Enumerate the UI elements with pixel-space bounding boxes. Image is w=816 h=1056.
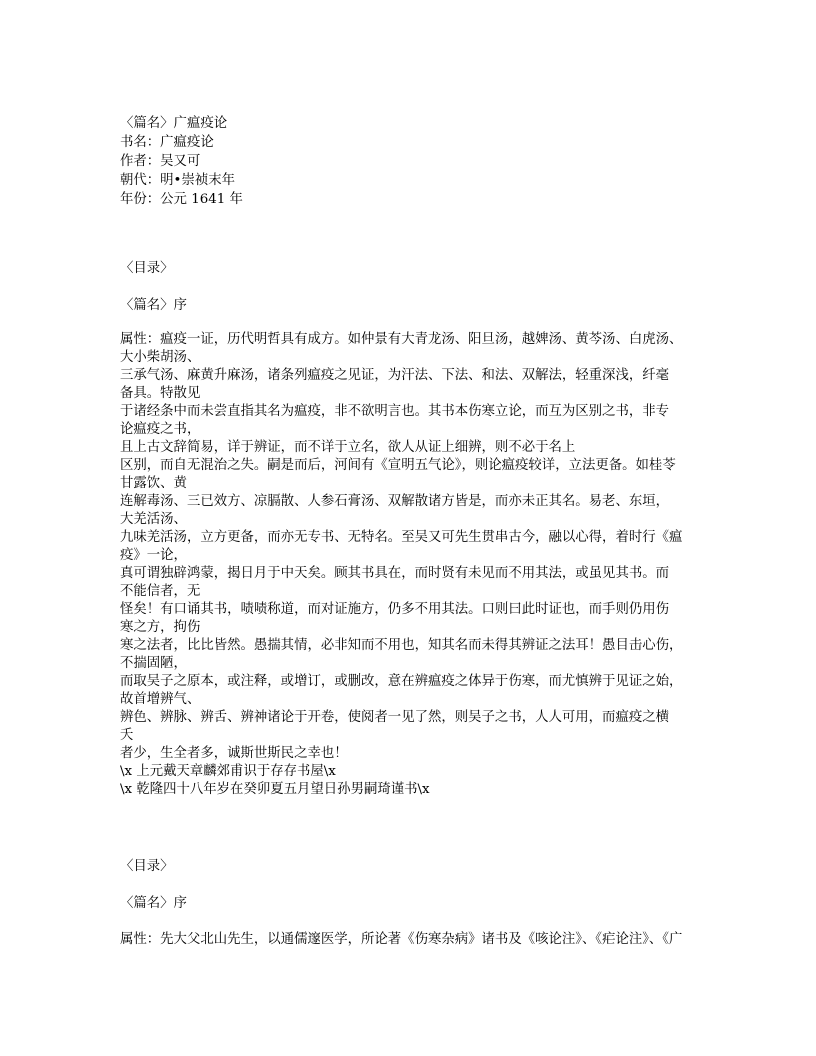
year: 年份：公元 1641 年 — [120, 192, 243, 207]
text-line: 三承气汤、麻黄升麻汤，诸条列瘟疫之见证，为汗法、下法、和法、双解法，轻重深浅，纤毫 — [120, 368, 670, 383]
section-heading — [120, 894, 710, 913]
text-line: \x 上元戴天章麟郊甫识于存存书屋\x — [120, 764, 336, 779]
book-name: 书名：广瘟疫论 — [120, 135, 214, 150]
preface-body — [120, 331, 710, 799]
text-line: 于诸经条中而未尝直指其名为瘟疫，非不欲明言也。其书本伤寒立论，而互为区别之书，非专 — [120, 404, 670, 419]
text-line: 区别，而自无混治之失。嗣是而后，河间有《宣明五气论》，则论瘟疫较详，立法更备。如桂苓 — [120, 458, 676, 473]
text-line: 怪矣！有口诵其书，啧啧称道，而对证施方，仍多不用其法。口则曰此时证也，而手则仍用伤 — [120, 602, 670, 617]
dynasty: 朝代：明•崇祯末年 — [120, 173, 236, 188]
section-heading-text: 〈篇名〉序 — [120, 298, 187, 313]
text-line: 故首增辨气、 — [120, 692, 201, 707]
text-line: 而取吴子之原本，或注释，或增订，或删改，意在辨瘟疫之体异于伤寒，而尤慎辨于见证之始， — [120, 674, 683, 689]
text-line: 属性：先大父北山先生，以通儒邃医学，所论著《伤寒杂病》诸书及《咳论注》、《疟论注》、《广 — [120, 932, 683, 947]
toc-text: 〈目录〉 — [120, 859, 174, 874]
section-heading — [120, 296, 710, 315]
text-line: 论瘟疫之书， — [120, 422, 201, 437]
preface-body — [120, 931, 710, 949]
text-line: 者少，生全者多，诚斯世斯民之幸也！ — [120, 746, 348, 761]
text-line: 寒之法者，比比皆然。愚揣其情，必非知而不用也，知其名而未得其辨证之法耳！愚目击心伤， — [120, 638, 683, 653]
book-metadata — [120, 114, 710, 209]
toc-label — [120, 857, 710, 876]
text-line: 甘露饮、黄 — [120, 476, 187, 491]
text-line: 不能信者，无 — [120, 584, 201, 599]
section-heading-text: 〈篇名〉序 — [120, 896, 187, 911]
text-line: 辨色、辨脉、辨舌、辨神诸论于开卷，使阅者一见了然，则吴子之书，人人可用，而瘟疫之横 — [120, 710, 670, 725]
toc-label — [120, 259, 710, 278]
text-line: 真可谓独辟鸿蒙，揭日月于中天矣。顾其书具在，而时贤有未见而不用其法，或虽见其书。而 — [120, 566, 670, 581]
chapter-title: 〈篇名〉广瘟疫论 — [120, 116, 228, 131]
text-line: 疫》一论， — [120, 548, 187, 563]
text-line: \x 乾隆四十八年岁在癸卯夏五月望日孙男嗣琦谨书\x — [120, 782, 430, 797]
text-line: 大羌活汤、 — [120, 512, 187, 527]
text-line: 夭 — [120, 728, 134, 743]
toc-text: 〈目录〉 — [120, 261, 174, 276]
text-line: 寒之方，拘伤 — [120, 620, 201, 635]
text-line: 且上古文辞简易，详于辨证，而不详于立名，欲人从证上细辨，则不必于名上 — [120, 440, 576, 455]
text-line: 备具。特散见 — [120, 386, 201, 401]
text-line: 大小柴胡汤、 — [120, 350, 201, 365]
text-line: 属性：瘟疫一证，历代明哲具有成方。如仲景有大青龙汤、阳旦汤，越婢汤、黄芩汤、白虎汤、 — [120, 332, 683, 347]
text-line: 连解毒汤、三已效方、凉膈散、人参石膏汤、双解散诸方皆是，而亦未正其名。易老、东垣， — [120, 494, 670, 509]
author: 作者：吴又可 — [120, 154, 201, 169]
text-line: 九味羌活汤，立方更备，而亦无专书、无特名。至吴又可先生贯串古今，融以心得，着时行《瘟 — [120, 530, 683, 545]
text-line: 不揣固陋， — [120, 656, 187, 671]
